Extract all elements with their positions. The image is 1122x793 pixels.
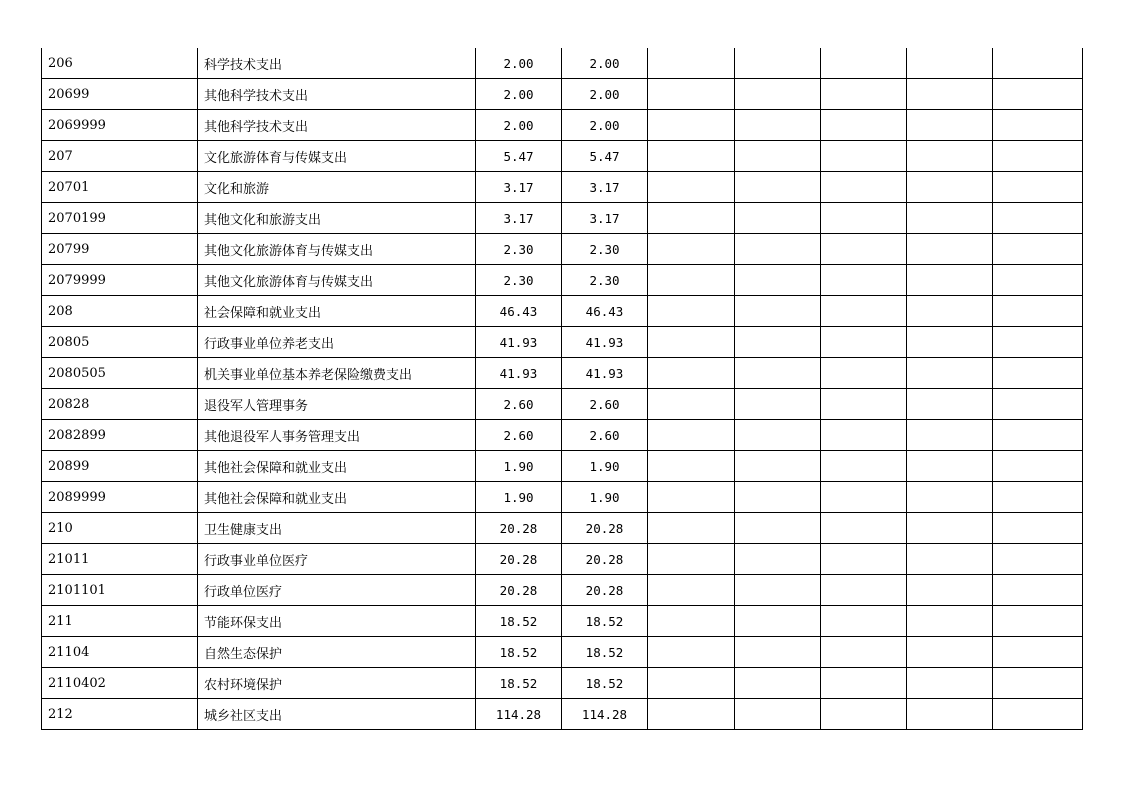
empty-cell [907,48,993,79]
basic-expenditure-cell: 41.93 [562,358,648,389]
basic-expenditure-cell: 2.00 [562,48,648,79]
empty-cell [821,389,907,420]
empty-cell [648,172,735,203]
total-amount-cell: 3.17 [476,172,562,203]
table-row [42,234,1083,265]
empty-cell [735,575,821,606]
table-row [42,544,1083,575]
empty-cell [907,141,993,172]
total-amount-cell: 18.52 [476,668,562,699]
empty-cell [993,296,1083,327]
table-row [42,327,1083,358]
empty-cell [648,234,735,265]
subject-name-cell: 城乡社区支出 [198,699,476,730]
empty-cell [821,327,907,358]
basic-expenditure-cell: 1.90 [562,451,648,482]
subject-name-cell: 退役军人管理事务 [198,389,476,420]
empty-cell [993,48,1083,79]
empty-cell [993,420,1083,451]
empty-cell [735,327,821,358]
empty-cell [735,389,821,420]
total-amount-cell: 20.28 [476,513,562,544]
empty-cell [907,451,993,482]
subject-code-cell: 212 [42,699,198,730]
empty-cell [821,48,907,79]
table-row [42,296,1083,327]
subject-code-cell: 2110402 [42,668,198,699]
empty-cell [907,234,993,265]
subject-name-cell: 其他科学技术支出 [198,79,476,110]
empty-cell [648,513,735,544]
total-amount-cell: 2.00 [476,79,562,110]
basic-expenditure-cell: 2.30 [562,265,648,296]
total-amount-cell: 20.28 [476,544,562,575]
subject-code-cell: 21011 [42,544,198,575]
empty-cell [735,513,821,544]
total-amount-cell: 2.00 [476,48,562,79]
empty-cell [993,234,1083,265]
basic-expenditure-cell: 20.28 [562,513,648,544]
empty-cell [907,420,993,451]
subject-code-cell: 208 [42,296,198,327]
empty-cell [993,327,1083,358]
basic-expenditure-cell: 2.00 [562,110,648,141]
empty-cell [735,234,821,265]
subject-name-cell: 行政单位医疗 [198,575,476,606]
subject-name-cell: 自然生态保护 [198,637,476,668]
table-row [42,482,1083,513]
subject-code-cell: 21104 [42,637,198,668]
empty-cell [735,296,821,327]
empty-cell [821,668,907,699]
basic-expenditure-cell: 46.43 [562,296,648,327]
subject-name-cell: 文化旅游体育与传媒支出 [198,141,476,172]
basic-expenditure-cell: 18.52 [562,637,648,668]
budget-table-container [41,48,1083,730]
subject-code-cell: 207 [42,141,198,172]
empty-cell [735,668,821,699]
total-amount-cell: 2.30 [476,265,562,296]
empty-cell [907,296,993,327]
table-row [42,48,1083,79]
empty-cell [648,48,735,79]
subject-name-cell: 其他文化和旅游支出 [198,203,476,234]
total-amount-cell: 41.93 [476,358,562,389]
table-row [42,668,1083,699]
basic-expenditure-cell: 41.93 [562,327,648,358]
budget-table [41,48,1083,730]
empty-cell [821,575,907,606]
basic-expenditure-cell: 18.52 [562,606,648,637]
empty-cell [821,637,907,668]
total-amount-cell: 41.93 [476,327,562,358]
empty-cell [735,358,821,389]
empty-cell [821,265,907,296]
table-row [42,606,1083,637]
table-row [42,420,1083,451]
empty-cell [735,699,821,730]
basic-expenditure-cell: 20.28 [562,544,648,575]
empty-cell [648,389,735,420]
table-row [42,141,1083,172]
subject-code-cell: 210 [42,513,198,544]
subject-code-cell: 2080505 [42,358,198,389]
empty-cell [735,48,821,79]
empty-cell [907,482,993,513]
subject-name-cell: 文化和旅游 [198,172,476,203]
total-amount-cell: 18.52 [476,637,562,668]
empty-cell [907,389,993,420]
subject-code-cell: 20701 [42,172,198,203]
table-row [42,451,1083,482]
subject-code-cell: 2089999 [42,482,198,513]
empty-cell [907,358,993,389]
empty-cell [648,296,735,327]
subject-code-cell: 2069999 [42,110,198,141]
total-amount-cell: 2.60 [476,389,562,420]
empty-cell [821,606,907,637]
subject-name-cell: 科学技术支出 [198,48,476,79]
empty-cell [821,141,907,172]
subject-name-cell: 其他文化旅游体育与传媒支出 [198,265,476,296]
empty-cell [907,606,993,637]
subject-name-cell: 其他文化旅游体育与传媒支出 [198,234,476,265]
total-amount-cell: 20.28 [476,575,562,606]
total-amount-cell: 3.17 [476,203,562,234]
empty-cell [907,172,993,203]
subject-name-cell: 其他社会保障和就业支出 [198,451,476,482]
basic-expenditure-cell: 18.52 [562,668,648,699]
table-row [42,110,1083,141]
empty-cell [907,637,993,668]
empty-cell [907,575,993,606]
empty-cell [821,358,907,389]
empty-cell [735,544,821,575]
empty-cell [907,513,993,544]
total-amount-cell: 5.47 [476,141,562,172]
basic-expenditure-cell: 2.60 [562,420,648,451]
empty-cell [735,606,821,637]
empty-cell [993,699,1083,730]
basic-expenditure-cell: 3.17 [562,203,648,234]
basic-expenditure-cell: 1.90 [562,482,648,513]
empty-cell [648,358,735,389]
total-amount-cell: 46.43 [476,296,562,327]
table-row [42,203,1083,234]
empty-cell [993,79,1083,110]
empty-cell [821,482,907,513]
subject-code-cell: 211 [42,606,198,637]
table-row [42,265,1083,296]
empty-cell [993,389,1083,420]
empty-cell [648,606,735,637]
subject-name-cell: 其他社会保障和就业支出 [198,482,476,513]
empty-cell [907,327,993,358]
empty-cell [993,544,1083,575]
total-amount-cell: 2.00 [476,110,562,141]
basic-expenditure-cell: 2.00 [562,79,648,110]
table-row [42,358,1083,389]
empty-cell [735,141,821,172]
basic-expenditure-cell: 2.30 [562,234,648,265]
empty-cell [648,699,735,730]
total-amount-cell: 1.90 [476,451,562,482]
total-amount-cell: 114.28 [476,699,562,730]
table-row [42,172,1083,203]
subject-code-cell: 2101101 [42,575,198,606]
empty-cell [993,110,1083,141]
empty-cell [735,482,821,513]
subject-name-cell: 机关事业单位基本养老保险缴费支出 [198,358,476,389]
empty-cell [993,265,1083,296]
empty-cell [648,451,735,482]
subject-code-cell: 20799 [42,234,198,265]
empty-cell [648,265,735,296]
subject-name-cell: 其他退役军人事务管理支出 [198,420,476,451]
empty-cell [993,637,1083,668]
subject-name-cell: 节能环保支出 [198,606,476,637]
empty-cell [993,358,1083,389]
empty-cell [821,296,907,327]
table-row [42,79,1083,110]
empty-cell [907,699,993,730]
empty-cell [648,482,735,513]
empty-cell [993,513,1083,544]
subject-code-cell: 20805 [42,327,198,358]
empty-cell [993,606,1083,637]
empty-cell [907,544,993,575]
empty-cell [821,451,907,482]
empty-cell [648,668,735,699]
empty-cell [907,79,993,110]
empty-cell [993,451,1083,482]
empty-cell [821,544,907,575]
empty-cell [993,668,1083,699]
empty-cell [735,420,821,451]
total-amount-cell: 2.60 [476,420,562,451]
empty-cell [648,637,735,668]
subject-code-cell: 2079999 [42,265,198,296]
table-row [42,513,1083,544]
basic-expenditure-cell: 20.28 [562,575,648,606]
empty-cell [821,203,907,234]
empty-cell [907,203,993,234]
empty-cell [907,265,993,296]
empty-cell [648,575,735,606]
empty-cell [648,110,735,141]
table-row [42,575,1083,606]
empty-cell [821,234,907,265]
basic-expenditure-cell: 5.47 [562,141,648,172]
subject-name-cell: 卫生健康支出 [198,513,476,544]
basic-expenditure-cell: 3.17 [562,172,648,203]
empty-cell [907,668,993,699]
empty-cell [993,575,1083,606]
empty-cell [648,141,735,172]
empty-cell [648,203,735,234]
empty-cell [907,110,993,141]
empty-cell [993,203,1083,234]
total-amount-cell: 18.52 [476,606,562,637]
empty-cell [821,420,907,451]
subject-name-cell: 社会保障和就业支出 [198,296,476,327]
subject-name-cell: 行政事业单位医疗 [198,544,476,575]
basic-expenditure-cell: 2.60 [562,389,648,420]
subject-code-cell: 20699 [42,79,198,110]
subject-code-cell: 20828 [42,389,198,420]
subject-name-cell: 农村环境保护 [198,668,476,699]
empty-cell [821,79,907,110]
table-body [42,48,1083,730]
subject-code-cell: 20899 [42,451,198,482]
empty-cell [993,172,1083,203]
empty-cell [735,265,821,296]
table-row [42,699,1083,730]
empty-cell [648,420,735,451]
empty-cell [735,451,821,482]
subject-name-cell: 行政事业单位养老支出 [198,327,476,358]
empty-cell [735,79,821,110]
empty-cell [648,327,735,358]
total-amount-cell: 2.30 [476,234,562,265]
subject-name-cell: 其他科学技术支出 [198,110,476,141]
basic-expenditure-cell: 114.28 [562,699,648,730]
table-row [42,389,1083,420]
empty-cell [735,637,821,668]
empty-cell [735,172,821,203]
empty-cell [648,79,735,110]
empty-cell [993,482,1083,513]
empty-cell [735,203,821,234]
subject-code-cell: 2082899 [42,420,198,451]
empty-cell [821,172,907,203]
empty-cell [821,110,907,141]
total-amount-cell: 1.90 [476,482,562,513]
empty-cell [821,513,907,544]
empty-cell [735,110,821,141]
empty-cell [821,699,907,730]
table-row [42,637,1083,668]
subject-code-cell: 206 [42,48,198,79]
empty-cell [648,544,735,575]
empty-cell [993,141,1083,172]
subject-code-cell: 2070199 [42,203,198,234]
